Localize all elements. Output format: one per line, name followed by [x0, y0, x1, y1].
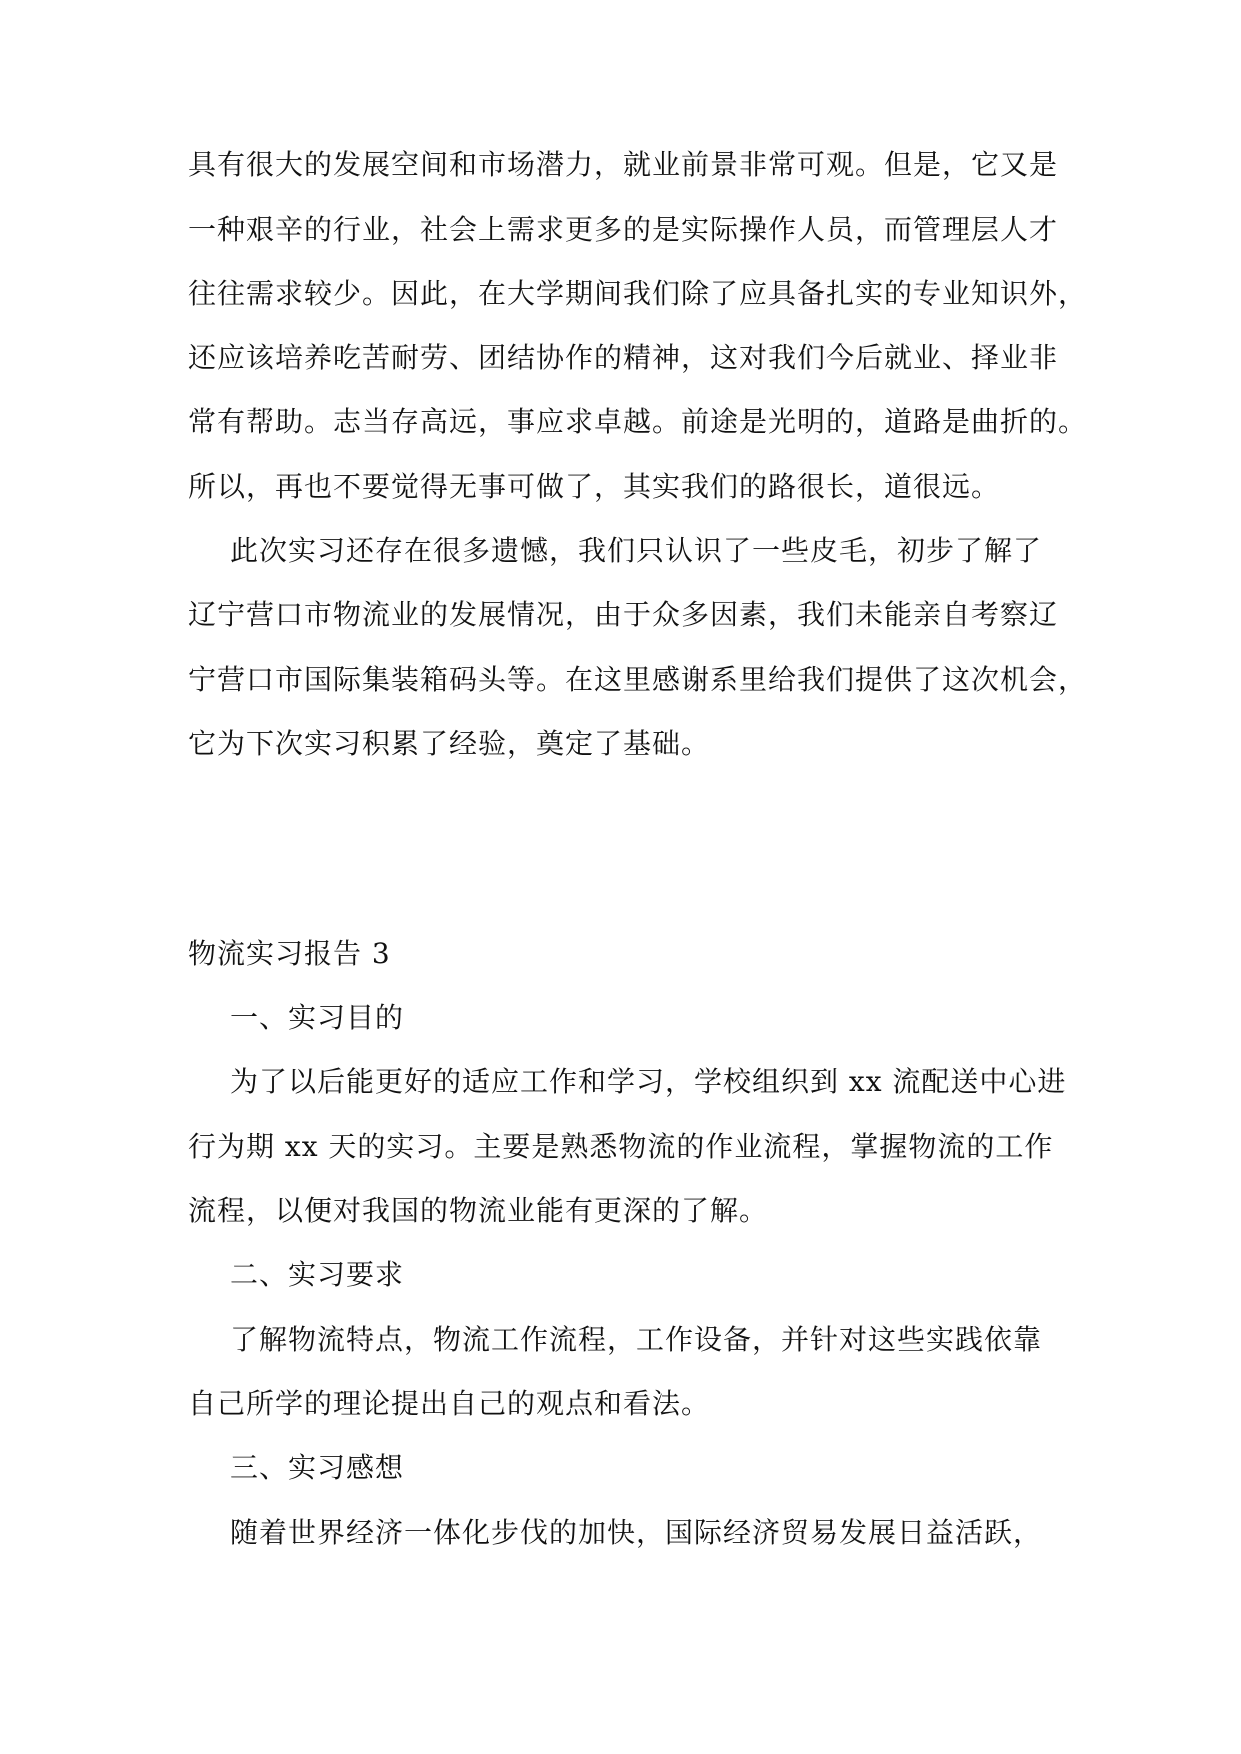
body-text-line: 辽宁营口市物流业的发展情况，由于众多因素，我们未能亲自考察辽: [188, 598, 1059, 631]
section-heading: 一、实习目的: [230, 1001, 405, 1034]
section-heading: 三、实习感想: [230, 1451, 405, 1484]
paragraph-first-line: 了解物流特点，物流工作流程，工作设备，并针对这些实践依靠: [230, 1323, 1043, 1356]
body-text-line: 还应该培养吃苦耐劳、团结协作的精神，这对我们今后就业、择业非: [188, 341, 1059, 374]
body-text-line: 流程，以便对我国的物流业能有更深的了解。: [188, 1194, 769, 1227]
body-text-line: 往往需求较少。因此，在大学期间我们除了应具备扎实的专业知识外，: [188, 277, 1088, 310]
body-text-line: 宁营口市国际集装箱码头等。在这里感谢系里给我们提供了这次机会，: [188, 663, 1088, 696]
paragraph-first-line: 此次实习还存在很多遗憾，我们只认识了一些皮毛，初步了解了: [230, 534, 1043, 567]
body-text-line: 行为期 xx 天的实习。主要是熟悉物流的作业流程，掌握物流的工作: [188, 1130, 1054, 1163]
report-title: 物流实习报告 3: [188, 937, 391, 970]
body-text-line: 常有帮助。志当存高远，事应求卓越。前途是光明的，道路是曲折的。: [188, 405, 1088, 438]
body-text-line: 自己所学的理论提出自己的观点和看法。: [188, 1387, 711, 1420]
body-text-line: 它为下次实习积累了经验，奠定了基础。: [188, 727, 711, 760]
section-heading: 二、实习要求: [230, 1258, 405, 1291]
body-text-line: 具有很大的发展空间和市场潜力，就业前景非常可观。但是，它又是: [188, 148, 1059, 181]
paragraph-first-line: 随着世界经济一体化步伐的加快，国际经济贸易发展日益活跃，: [230, 1516, 1043, 1549]
body-text-line: 所以，再也不要觉得无事可做了，其实我们的路很长，道很远。: [188, 470, 1001, 503]
body-text-line: 一种艰辛的行业，社会上需求更多的是实际操作人员，而管理层人才: [188, 213, 1059, 246]
paragraph-first-line: 为了以后能更好的适应工作和学习，学校组织到 xx 流配送中心进: [230, 1065, 1067, 1098]
